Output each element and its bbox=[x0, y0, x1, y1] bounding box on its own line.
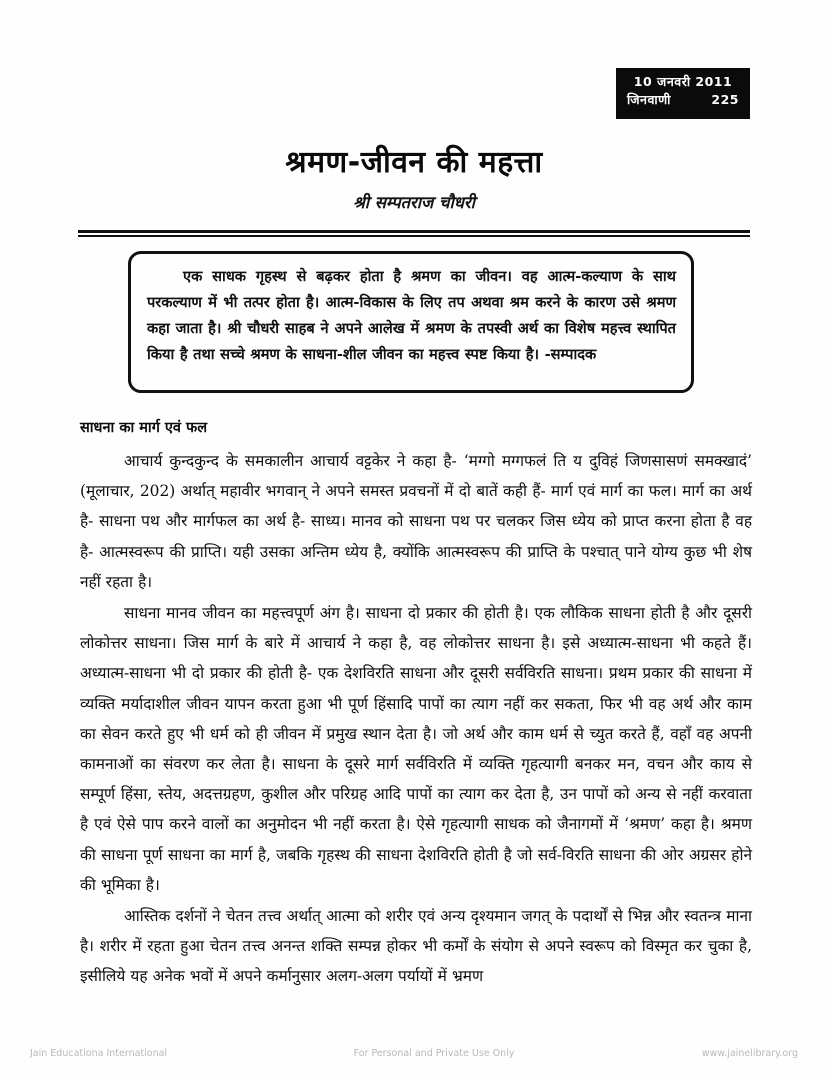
issue-stamp bbox=[616, 68, 750, 119]
footer-organization: Jain Educationa International bbox=[30, 1048, 168, 1059]
section-heading: साधना का मार्ग एवं फल bbox=[80, 420, 208, 436]
divider-thin-line bbox=[78, 235, 750, 237]
footer-usage-notice: For Personal and Private Use Only bbox=[353, 1048, 515, 1059]
author-byline: श्री सम्पतराज चौधरी bbox=[353, 193, 475, 212]
footer-website: www.jainelibrary.org bbox=[701, 1048, 798, 1059]
journal-and-page bbox=[625, 90, 741, 109]
page-number: 225 bbox=[711, 92, 739, 107]
page-title: श्रमण-जीवन की महत्ता bbox=[285, 145, 543, 180]
issue-date: 10 जनवरी 2011 bbox=[633, 74, 733, 89]
editorial-note-text: एक साधक गृहस्थ से बढ़कर होता है श्रमण का जीवन। वह आत्म-कल्याण के साथ परकल्याण में भी तत्पर होता है। आत्म-विकास के लिए तप अथवा श्रम करने के कारण उसे श्रमण कहा जाता है। श्री चौधरी साहब ने अपने आलेख में श्रमण के तपस्वी अर्थ का विशेष महत्त्व स्थापित किया है तथा सच्चे श्रमण के साधना-शील जीवन का महत्त्व स्पष्ट किया है। -सम्पादक bbox=[147, 268, 676, 363]
body-paragraph: आचार्य कुन्दकुन्द के समकालीन आचार्य वट्टकेर ने कहा है- ‘मग्गो मग्गफलं ति य दुविहं जिणसासणं समक्खादं’ (मूलाचार, 202) अर्थात् महावीर भगवान् ने अपने समस्त प्रवचनों में दो बातें कही हैं- मार्ग एवं मार्ग का फल। मार्ग का अर्थ है- साधना पथ और मार्गफल का अर्थ है- साध्य। मानव को साधना पथ पर चलकर जिस ध्येय को प्राप्त करना होता है वह है- आत्मस्वरूप की प्राप्ति। यही उसका अन्तिम ध्येय है, क्योंकि आत्मस्वरूप की प्राप्ति के पश्चात् पाने योग्य कुछ भी शेष नहीं रहता है। bbox=[80, 452, 752, 591]
body-paragraph: आस्तिक दर्शनों ने चेतन तत्त्व अर्थात् आत्मा को शरीर एवं अन्य दृश्यमान जगत् के पदार्थों से भिन्न और स्वतन्त्र माना है। शरीर में रहता हुआ चेतन तत्त्व अनन्त शक्ति सम्पन्न होकर भी कर्मों के संयोग से अपने स्वरूप को विस्मृत कर चुका है, इसीलिये यह अनेक भवों में अपने कर्मानुसार अलग-अलग पर्यायों में भ्रमण bbox=[80, 907, 753, 986]
article-body bbox=[80, 446, 752, 992]
divider bbox=[78, 230, 750, 237]
editorial-note-box bbox=[128, 251, 694, 393]
body-paragraph: साधना मानव जीवन का महत्त्वपूर्ण अंग है। साधना दो प्रकार की होती है। एक लौकिक साधना होती है और दूसरी लोकोत्तर साधना। जिस मार्ग के बारे में आचार्य ने कहा है, वह लोकोत्तर साधना है। इसे अध्यात्म-साधना भी कहते हैं। अध्यात्म-साधना भी दो प्रकार की होती है- एक देशविरति साधना और दूसरी सर्वविरति साधना। प्रथम प्रकार की साधना में व्यक्ति मर्यादाशील जीवन यापन करता हुआ भी पूर्ण हिंसादि पापों का त्याग नहीं कर सकता, फिर भी वह अर्थ और काम का सेवन करते हुए भी धर्म को ही जीवन में प्रमुख स्थान देता है। जो अर्थ और काम धर्म से च्युत करते हैं, वहाँ वह अपनी कामनाओं का संवरण कर लेता है। साधना के दूसरे मार्ग सर्वविरति में व्यक्ति गृहत्यागी बनकर मन, वचन और काय से सम्पूर्ण हिंसा, स्तेय, अदत्तग्रहण, कुशील और परिग्रह आदि पापों का त्याग कर देता है, उन पापों को अन्य से नहीं करवाता है एवं ऐसे पाप करने वालों का अनुमोदन भी नहीं करता है। ऐसे गृहत्यागी साधक को जैनागमों में ‘श्रमण’ कहा है। श्रमण की साधना पूर्ण साधना का मार्ग है, जबकि गृहस्थ की साधना देशविरति होती है जो सर्व-विरति साधना की ओर अग्रसर होने की भूमिका है। bbox=[80, 604, 752, 894]
journal-name: जिनवाणी bbox=[627, 92, 671, 107]
page-footer bbox=[0, 1048, 828, 1059]
